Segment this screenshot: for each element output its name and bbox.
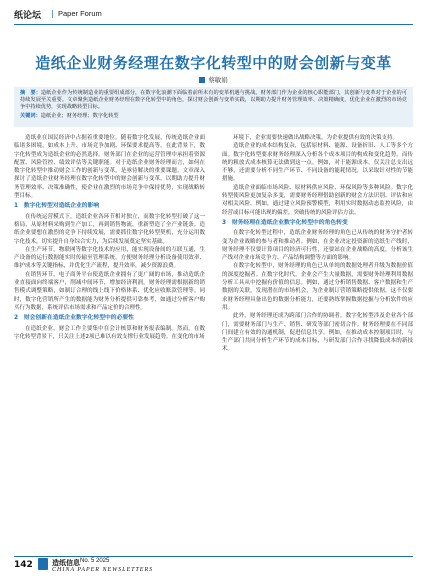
body-paragraph: 在销售环节，电子商务平台使造纸企业拥有了更广阔的市场，推动造纸企业直接面向终端客户，削减中间环节，增加经济利润。财务经理需根据新的销售模式调整策略，如制订合理的线上线下价格体系、优化应收账款管理等。同时，数字化营销所产生的数据能为财务分析提供可靠参考，如通过分析客户购买行为数据，系统评估市场需求和产品定价的合理性。 xyxy=(14,271,205,311)
section-heading: 1 数字化转型对造纸企业的影响 xyxy=(14,203,100,210)
section-name-en: Paper Forum xyxy=(58,9,102,18)
body-paragraph: 造纸业在国民经济中占据着重要地位。随着数字化发展，传统造纸企业面临诸多困境，如成本上升、市场竞争加剧、环保要求提高等。在此背景下，数字化转型成为造纸企业的必然选择。财务部门在企业的运营管理中承担着资源配置、风险管控、绩效评估等关键职能。对于造纸企业财务经理而言，如何在数字化转型中推动财会工作的创新与变革，是亟待解决的重要课题。文章深入探讨了造纸企业财务经理在数字化转型中的财会创新与变革，以期助力提升财务管理效率、决策准确性，使企业在激烈的市场竞争中保持优势，实现战略转型目标。 xyxy=(14,135,205,200)
body-paragraph: 在造纸企业，财会工作主要集中在会计核算和财务报表编制。然而，在数字化转型背景下，只关注上述2项已难以有效支撑行业发展趋势。在变化的市场 xyxy=(14,325,205,340)
keywords-label: 关键词： xyxy=(20,112,41,119)
article-title: 造纸企业财务经理在数字化转型中的财会创新与变革 xyxy=(35,54,392,72)
header-rule xyxy=(14,24,413,25)
section-heading: 3 财务经理在造纸企业数字化转型中的角色转变 xyxy=(222,219,348,226)
abstract-text: 造纸企业作为传统制造业的重要组成部分，在数字化浪潮下面临着前所未有的变革机遇与挑战。财务部门作为企业的核心职能部门，其创新与变革对于企业的可持续发展至关重要。文章聚焦造纸企业财务经理在数字化转型中的角色，探讨财会创新与变革实践，以期助力提升财务管理效率、决策精确度，优化企业在激烈的市场竞争中持续优势，实现战略转型目标。 xyxy=(20,90,407,111)
footer-rule xyxy=(14,556,413,557)
section-separator: | xyxy=(51,9,54,18)
abstract-box xyxy=(14,87,413,127)
page-header xyxy=(14,8,413,22)
body-paragraph: 在数字化转型过程中，造纸企业财务经理的角色已从传统的财务守护者转变为企业战略的参与者和推动者。例如，在企业决定投资新的造纸生产线时，财务经理不仅要计算项目的经济可行性，还要站在企业战略的高度，分析该生产线对企业市场竞争力、产品结构调整等方面的影响。 xyxy=(222,230,413,262)
body-paragraph: 造纸企业的成本结构复杂，包括原材料、能源、设备折旧、人工等多个方面。数字化转型要求财务经理深入分析各个成本项目的构成和变化趋势。而传统的粗放式成本核算无法做到这一点。例如，对于能源成本，仅关注总支出远不够，还需要分析不同生产环节、不同设备的能耗情况，以采取针对性的节能措施。 xyxy=(222,143,413,183)
body-paragraph: 在生产环节，物联网等数字化技术的应用，能实现设备间的互联互通，生产设备的运行数据能实时传输至管理系统，方便财务经理分析设备使用效率、维护成本等关键指标，并优化生产流程，提升效率，减少资源浪费。 xyxy=(14,246,205,270)
keywords-paragraph xyxy=(20,113,407,120)
page-number: 142 xyxy=(14,560,33,570)
body-paragraph: 此外，财务经理还成为跨部门合作的协调者。数字化转型涉及企业各个部门，需要财务部门与生产、销售、研发等部门密切合作。财务经理要在不同部门间建立有效的沟通机制，促进信息共享。例如，在推动成本控制项目时，与生产部门共同分析生产环节的成本目标，与研发部门合作寻找降低成本的新技术。 xyxy=(222,313,413,353)
author-name: 蔡敏娟 xyxy=(208,76,228,84)
author-marker-icon xyxy=(199,77,205,83)
author-line xyxy=(0,75,427,84)
body-paragraph: 造纸企业面临市场风险、原材料供应风险、环保风险等多种风险。数字化转型使风险更加复杂多变，需要财务经理借助创新的财会方法识别、评估和应对相关风险。例如，通过建立风险预警模型，利用实时数据动态监控风险，由经营或目标可能出现的偏差，突破传统的风险评估方法。 xyxy=(222,184,413,216)
journal-name-cn: 造纸信息 xyxy=(52,559,80,567)
keywords-text: 造纸企业；财务经理；数字化转型 xyxy=(40,112,119,119)
body-paragraph: 在传统运营模式下，造纸企业各环节相对独立，而数字化转型打破了这一格局，从原材料采购到生产加工，再到销售物流，重新塑造了全产业链条。造纸企业要想在激烈的竞争下持续发展，需要抓住数字化转型契机，充分运用数字化技术，切实提升自身综合实力，为后续发展奠定坚实基础。 xyxy=(14,213,205,245)
body-column-left xyxy=(14,134,205,341)
issue-number: No. 5 2025 xyxy=(80,558,110,564)
section-heading: 2 财会创新在造纸企业数字化转型中的必要性 xyxy=(14,315,134,322)
journal-logo-icon xyxy=(38,558,48,570)
abstract-label: 摘 要： xyxy=(20,90,41,96)
abstract-paragraph xyxy=(20,90,407,112)
body-paragraph: 在数字化转型中，财务经理的角色已从单纯的数据处理者升级为数据价值的深度挖掘者。在数字化时代，企业会产生大量数据，需要财务经理利用数据分析工具从中挖掘有价值的信息。例如，通过分析销售数据、客户数据和生产数据的关联，发现潜在的市场机会，为企业制订营销策略提供依据。这不仅要求财务经理具备出色的数据分析能力，还要熟练掌握数据挖掘与分析软件的应用。 xyxy=(222,263,413,311)
body-paragraph: 环境下，企业需要快速做出战略决策，为企业提供有效的决策支持。 xyxy=(233,135,399,141)
journal-name-en: CHINA PAPER NEWSLETTERS xyxy=(52,567,154,573)
body-column-right xyxy=(222,134,413,354)
section-name-cn: 纸论坛 xyxy=(14,11,42,21)
